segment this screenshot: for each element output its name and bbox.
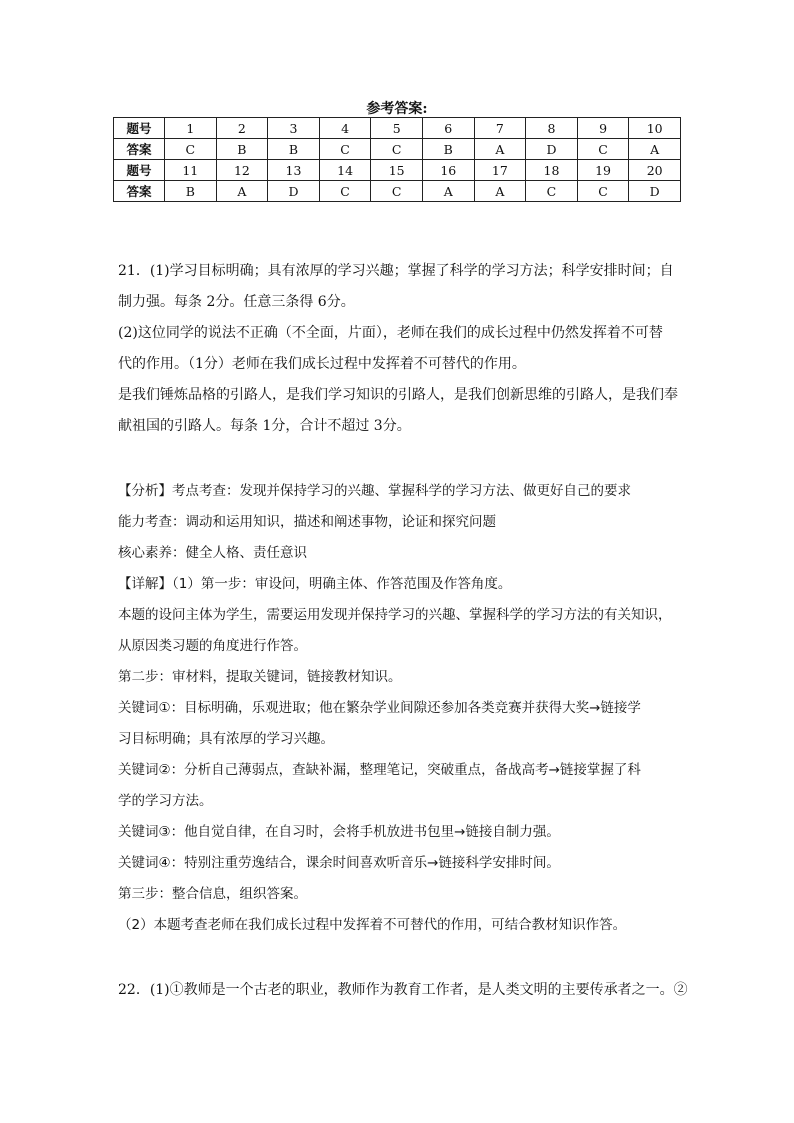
answer-cell: C	[371, 139, 423, 160]
table-row	[114, 118, 681, 139]
question-number: 13	[268, 160, 320, 181]
answer-cell: A	[216, 181, 268, 202]
row-label-answer: 答案	[114, 181, 165, 202]
paragraph-line: 制力强。每条 2分。任意三条得 6分。	[118, 294, 355, 310]
answer-key-table	[113, 117, 681, 202]
row-label-number: 题号	[114, 160, 165, 181]
question-number: 9	[577, 118, 629, 139]
table-row	[114, 139, 681, 160]
paragraph-line: 学的学习方法。	[118, 793, 213, 809]
answer-cell: A	[629, 139, 681, 160]
paragraph-line: 22．(1)①教师是一个古老的职业，教师作为教育工作者，是人类文明的主要传承者之一。②	[118, 982, 688, 998]
answer-cell: C	[371, 181, 423, 202]
question-number: 2	[216, 118, 268, 139]
answer-cell: C	[165, 139, 217, 160]
answer-cell: A	[422, 181, 474, 202]
question-number: 19	[577, 160, 629, 181]
question-21-answer	[118, 256, 678, 442]
paragraph-line: 关键词③：他自觉自律，在自习时，会将手机放进书包里→链接自制力强。	[118, 824, 560, 840]
paragraph-line: 习目标明确；具有浓厚的学习兴趣。	[118, 731, 334, 747]
question-number: 7	[474, 118, 526, 139]
paragraph-line: 21．(1)学习目标明确；具有浓厚的学习兴趣；掌握了科学的学习方法；科学安排时间；自	[118, 263, 674, 279]
question-22-answer	[118, 975, 688, 1006]
paragraph-line: 本题的设问主体为学生，需要运用发现并保持学习的兴趣、掌握科学的学习方法的有关知识，	[118, 607, 672, 623]
paragraph-line: 是我们锤炼品格的引路人，是我们学习知识的引路人，是我们创新思维的引路人，是我们奉	[118, 387, 678, 403]
row-label-number: 题号	[114, 118, 165, 139]
question-number: 8	[526, 118, 578, 139]
paragraph-line: 核心素养：健全人格、责任意识	[118, 545, 307, 561]
question-number: 5	[371, 118, 423, 139]
answer-cell: C	[319, 139, 371, 160]
answer-cell: D	[268, 181, 320, 202]
answer-key-title: 参考答案:	[366, 101, 428, 117]
answer-cell: C	[526, 181, 578, 202]
question-number: 18	[526, 160, 578, 181]
answer-cell: B	[268, 139, 320, 160]
paragraph-line: (2)这位同学的说法不正确（不全面，片面），老师在我们的成长过程中仍然发挥着不可替	[118, 325, 663, 341]
question-number: 20	[629, 160, 681, 181]
table-row	[114, 160, 681, 181]
paragraph-line: 能力考查：调动和运用知识，描述和阐述事物，论证和探究问题	[118, 514, 496, 530]
question-number: 15	[371, 160, 423, 181]
row-label-answer: 答案	[114, 139, 165, 160]
paragraph-line: 代的作用。（1分）老师在我们成长过程中发挥着不可替代的作用。	[118, 356, 526, 372]
question-number: 12	[216, 160, 268, 181]
answer-cell: B	[165, 181, 217, 202]
question-number: 4	[319, 118, 371, 139]
answer-cell: C	[577, 181, 629, 202]
answer-cell: C	[577, 139, 629, 160]
question-number: 17	[474, 160, 526, 181]
table-row	[114, 181, 681, 202]
paragraph-line: 关键词②：分析自己薄弱点，查缺补漏，整理笔记，突破重点，备战高考→链接掌握了科	[118, 762, 641, 778]
answer-cell: A	[474, 139, 526, 160]
answer-cell: A	[474, 181, 526, 202]
analysis-section	[118, 476, 678, 941]
paragraph-line: 【分析】考点考查：发现并保持学习的兴趣、掌握科学的学习方法、做更好自己的要求	[118, 483, 631, 499]
question-number: 1	[165, 118, 217, 139]
paragraph-line: 关键词④：特别注重劳逸结合，课余时间喜欢听音乐→链接科学安排时间。	[118, 855, 560, 871]
paragraph-line: 【详解】（1）第一步：审设问，明确主体、作答范围及作答角度。	[118, 576, 512, 592]
question-number: 16	[422, 160, 474, 181]
question-number: 3	[268, 118, 320, 139]
answer-cell: D	[526, 139, 578, 160]
paragraph-line: 从原因类习题的角度进行作答。	[118, 638, 307, 654]
question-number: 14	[319, 160, 371, 181]
paragraph-line: （2）本题考查老师在我们成长过程中发挥着不可替代的作用，可结合教材知识作答。	[118, 917, 627, 933]
answer-cell: B	[216, 139, 268, 160]
paragraph-line: 献祖国的引路人。每条 1分，合计不超过 3分。	[118, 418, 411, 434]
answer-cell: D	[629, 181, 681, 202]
paragraph-line: 第二步：审材料，提取关键词，链接教材知识。	[118, 669, 402, 685]
question-number: 10	[629, 118, 681, 139]
paragraph-line: 关键词①：目标明确，乐观进取；他在繁杂学业间隙还参加各类竞赛并获得大奖→链接学	[118, 700, 641, 716]
paragraph-line: 第三步：整合信息，组织答案。	[118, 886, 307, 902]
answer-cell: B	[422, 139, 474, 160]
answer-cell: C	[319, 181, 371, 202]
question-number: 11	[165, 160, 217, 181]
question-number: 6	[422, 118, 474, 139]
